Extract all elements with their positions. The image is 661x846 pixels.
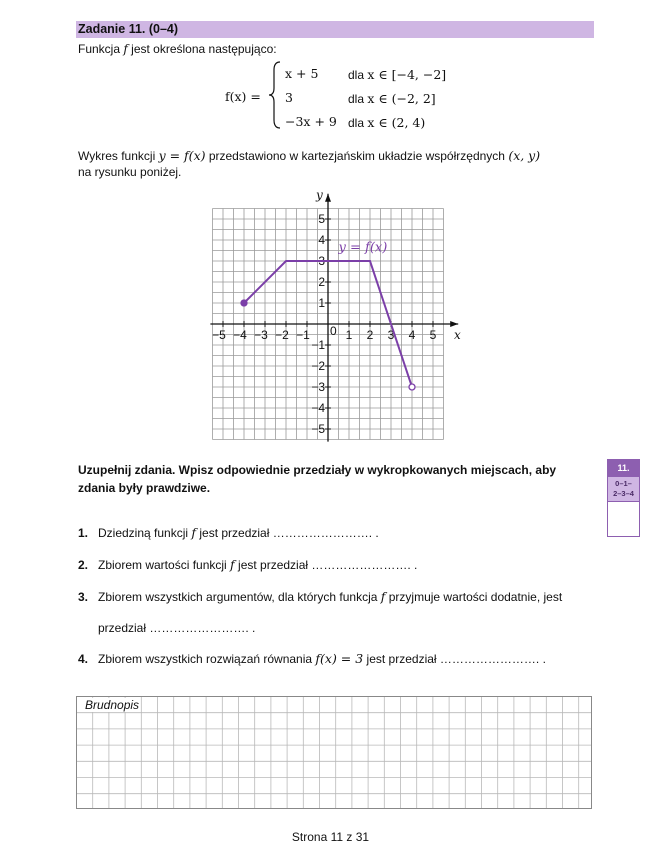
y-tick-label: 3 [318,254,325,268]
item-1-text-b: jest przedział ……………………. . [196,526,379,540]
task-instruction: Uzupełnij zdania. Wpisz odpowiednie przedziały w wykropkowanych miejscach, aby zdania były prawdziwe. [78,463,557,495]
item-2-math: f [230,557,235,572]
y-tick-label: −1 [311,338,325,352]
left-brace [268,60,282,130]
item-4-text-a: Zbiorem wszystkich rozwiązań równania [98,652,316,666]
item-2-text-b: jest przedział ……………………. . [234,558,418,572]
item-2-number: 2. [78,558,89,572]
y-tick-label: −5 [311,422,325,436]
function-graph [200,185,465,445]
item-1-number: 1. [78,526,89,540]
item-3-math: f [380,589,386,604]
intro-f: f [123,42,128,56]
item-3-number: 3. [78,590,89,604]
case-expr-2: 3 [285,90,293,105]
case-domain-3 [348,115,425,130]
y-tick-label: 5 [318,212,325,226]
case-domain-1 [348,67,446,82]
x-tick-label: −3 [254,328,268,342]
item-4 [78,651,546,666]
x-tick-label: −5 [212,328,226,342]
score-box[interactable] [607,459,640,537]
function-lhs: f(x) = [225,89,261,104]
item-2 [78,557,417,572]
intro-text-a: Funkcja [78,42,124,56]
item-4-math: f(x) = 3 [315,651,364,666]
item-3-text-b: przyjmuje wartości dodatnie, jest [385,590,563,604]
x-tick-label: 1 [345,328,353,342]
item-1 [78,525,379,540]
item-3-text-a: Zbiorem wszystkich argumentów, dla których funkcja [98,590,381,604]
y-tick-label: 4 [318,233,325,247]
intro-text [78,42,277,56]
x-axis-arrow [450,321,458,327]
draft-label: Brudnopis [85,698,140,712]
y-tick-label: 2 [318,275,325,289]
case-expr-3: −3x + 9 [285,114,337,129]
item-4-text-b: jest przedział ……………………. . [363,652,546,666]
y-tick-label: −3 [311,380,325,394]
draft-grid[interactable] [76,696,593,810]
item-3-continued [78,621,255,635]
case-dla-2: dla [348,92,368,106]
score-number: 11. [608,460,639,477]
x-tick-label: 3 [387,328,395,342]
y-tick-label: 1 [318,296,325,310]
score-divider [608,501,639,502]
description-text-a: Wykres funkcji [78,149,159,163]
curve-label: y = f(x) [338,240,388,256]
case-domain-value-1: x ∈ [−4, −2] [367,67,447,82]
x-tick-label: −2 [275,328,289,342]
y-tick-label: −2 [311,359,325,373]
case-domain-value-2: x ∈ (−2, 2] [367,91,436,106]
closed-endpoint [241,300,247,306]
description-math-2: (x, y) [508,148,541,163]
case-dla-3: dla [348,116,368,130]
case-domain-value-3: x ∈ (2, 4) [367,115,426,130]
x-tick-label: −1 [296,328,310,342]
item-2-text-a: Zbiorem wartości funkcji [98,558,231,572]
x-axis-label: x [454,328,461,342]
x-tick-label: 5 [429,328,437,342]
task-title: Zadanie 11. (0–4) [78,22,179,36]
x-tick-label: 0 [330,324,337,338]
item-3 [78,589,562,604]
description-line-2: na rysunku poniżej. [78,165,182,179]
y-axis-arrow [325,194,331,202]
open-endpoint [409,384,415,390]
description-line-1 [78,148,540,163]
case-dla-1: dla [348,68,368,82]
case-expr-1: x + 5 [285,66,319,81]
description-math: y = f(x) [158,148,206,163]
description-text-b: przedstawiono w kartezjańskim układzie współrzędnych [205,149,509,163]
page-footer: Strona 11 z 31 [291,830,370,844]
case-domain-2 [348,91,436,106]
x-tick-label: 4 [408,328,416,342]
y-tick-label: −4 [311,401,325,415]
item-3-cont-text: przedział ……………………. . [98,621,256,635]
intro-text-b: jest określona następująco: [127,42,277,56]
item-1-math: f [191,525,197,540]
y-axis-label: y [316,188,323,203]
item-1-text-a: Dziedziną funkcji [98,526,192,540]
x-tick-label: 2 [366,328,374,342]
score-range: 0–1– 2–3–4 [608,477,639,501]
x-tick-label: −4 [233,328,247,342]
item-4-number: 4. [78,652,89,666]
